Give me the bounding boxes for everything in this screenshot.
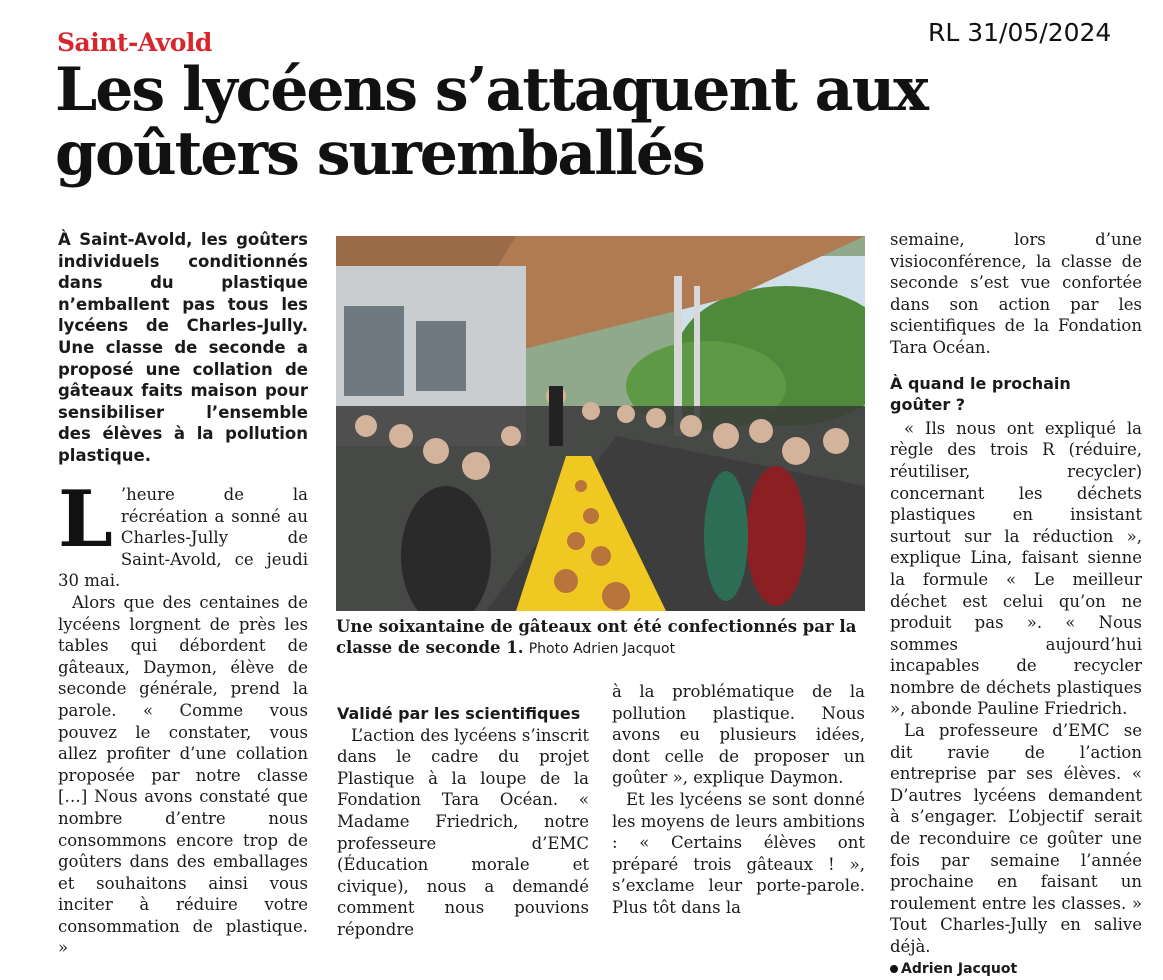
caption-text: Une soixantaine de gâteaux ont été confectionnés par la classe de seconde 1.: [336, 617, 857, 657]
bullet-icon: [890, 965, 898, 973]
byline: [890, 959, 1142, 980]
photo-credit: Photo Adrien Jacquot: [528, 641, 676, 657]
section-label: Saint-Avold: [57, 28, 212, 57]
lede-text: À Saint-Avold, les goûters individuels conditionnés dans du plastique n’emballent pas tous les lycéens de Charles-Jully. Une classe de seconde a proposé une collation de gâteaux faits maison pour sensibiliser l’ensemble des élèves à la pollution plastique.: [58, 230, 308, 465]
paragraph: Alors que des centaines de lycéens lorgnent de près les tables qui débordent de gâteaux, Daymon, élève de seconde générale, prend la parole. « Comme vous pouvez le constater, vous allez profiter d’une collation proposée par notre classe […] Nous avons constaté que nombre d’entre nous consommons encore trop de goûters dans des emballages et souhaitons ainsi vous inciter à réduire votre consommation de plastique. »: [58, 592, 308, 958]
photo-illustration: [336, 236, 865, 611]
subhead: À quand le prochain goûter ?: [890, 373, 1071, 415]
subhead: Validé par les scientifiques: [337, 704, 581, 723]
article-photo: [336, 236, 865, 611]
paragraph: Et les lycéens se sont donné les moyens de leurs ambitions : « Certains élèves ont préparé trois gâteaux ! », s’exclame leur porte-parole. Plus tôt dans la: [612, 789, 865, 917]
article-column-2: [337, 703, 589, 941]
photo-caption: [336, 616, 865, 660]
headline: Les lycéens s’attaquent aux goûters suremballés: [55, 55, 927, 189]
paragraph: La professeure d’EMC se dit ravie de l’action entreprise par ses élèves. « D’autres lycéens demandent à s’engager. L’objectif serait de reconduire ce goûter une fois par semaine l’année prochaine en faisant un roulement entre les classes. » Tout Charles-Jully en salive déjà.: [890, 721, 1142, 956]
article-column-4: [890, 229, 1142, 980]
drop-cap: L: [58, 474, 113, 565]
article-column-3: [612, 681, 865, 919]
paragraph: L’action des lycéens s’inscrit dans le cadre du projet Plastique à la loupe de la Fondation Tara Océan. « Madame Friedrich, notre professeure d’EMC (Éducation morale et civique), nous a demandé comment nous pouvions répondre: [337, 725, 589, 939]
article-column-1: [58, 474, 308, 959]
author-name: Adrien Jacquot: [901, 960, 1018, 977]
paragraph: à la problématique de la pollution plastique. Nous avons eu plusieurs idées, dont celle de proposer un goûter », explique Daymon.: [612, 682, 865, 788]
lede: [58, 229, 308, 467]
paragraph: semaine, lors d’une visioconférence, la classe de seconde s’est vue confortée dans son action par les scientifiques de la Fondation Tara Océan.: [890, 230, 1142, 357]
paragraph: « Ils nous ont expliqué la règle des trois R (réduire, réutiliser, recycler) concernant les déchets plastiques en insistant surtout sur la réduction », explique Lina, faisant sienne la formule « Le meilleur déchet est celui qu’on ne produit pas ». « Nous sommes aujourd’hui incapables de recycler nombre de déchets plastiques », abonde Pauline Friedrich.: [890, 418, 1142, 719]
date-stamp: RL 31/05/2024: [928, 18, 1112, 47]
paragraph: L ’heure de la récréation a sonné au Charles-Jully de Saint-Avold, ce jeudi 30 mai.: [58, 474, 308, 591]
